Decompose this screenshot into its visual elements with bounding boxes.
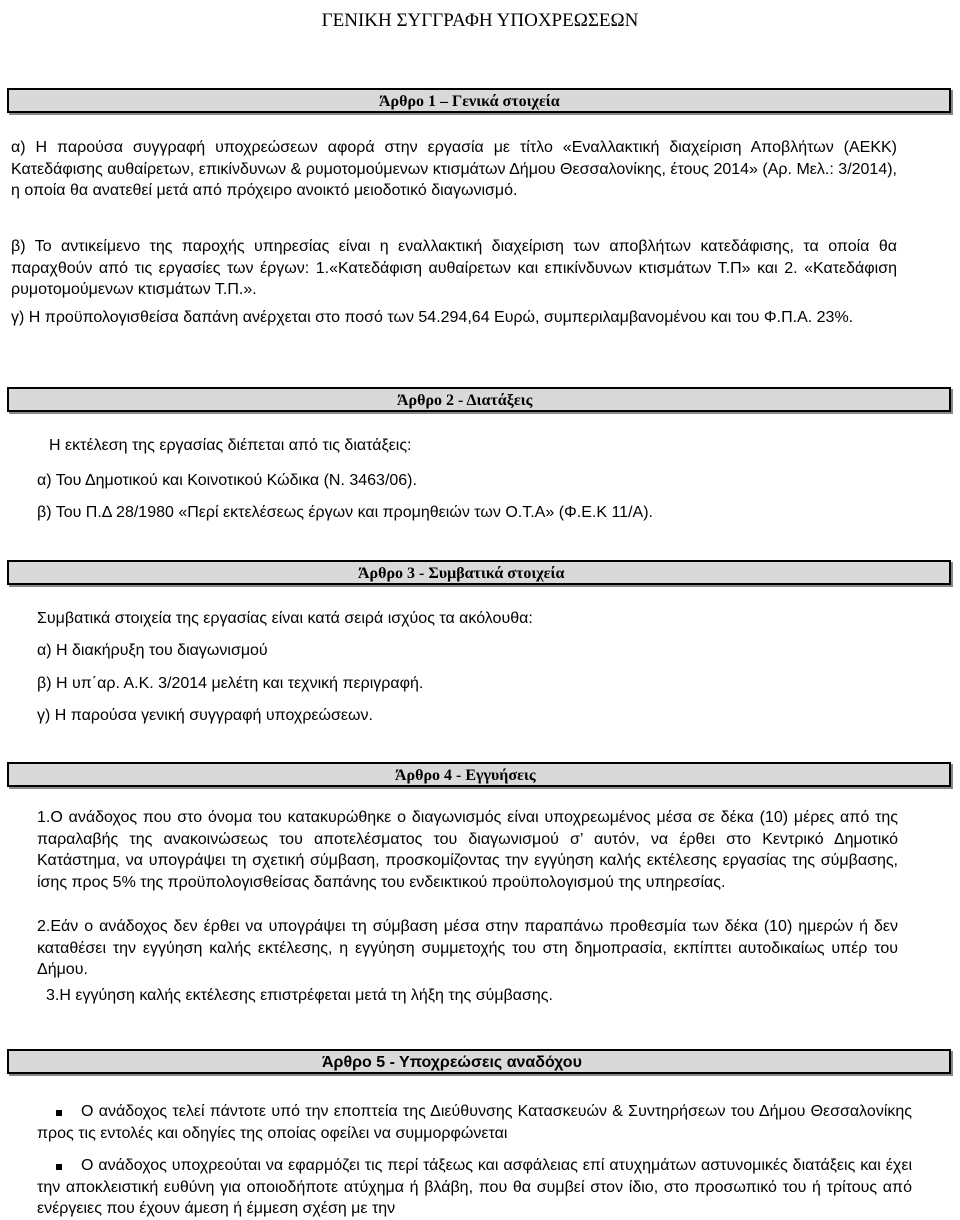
article-4-heading-box [7,762,951,787]
article-5-bullet-2 [37,1155,912,1220]
article-1-item-c: γ) Η προϋπολογισθείσα δαπάνη ανέρχεται στο ποσό των 54.294,64 Ευρώ, συμπεριλαμβανομένου και του Φ.Π.Α. 23%. [11,309,854,326]
document-title: ΓΕΝΙΚΗ ΣΥΓΓΡΑΦΗ ΥΠΟΧΡΕΩΣΕΩΝ [321,10,639,31]
article-5-bullet-1 [37,1101,912,1144]
article-2-heading-box [7,387,951,412]
article-3-item-b: β) Η υπ΄αρ. Α.Κ. 3/2014 μελέτη και τεχνική περιγραφή. [37,675,424,692]
article-3-intro: Συμβατικά στοιχεία της εργασίας είναι κατά σειρά ισχύος τα ακόλουθα: [37,610,533,627]
article-3-heading: Άρθρο 3 - Συμβατικά στοιχεία [358,565,565,582]
article-4-paragraph-1: 1.Ο ανάδοχος που στο όνομα του κατακυρώθηκε ο διαγωνισμός είναι υποχρεωμένος μέσα σε δέκα (10) μέρες από της παραλαβής της ανακοινώσεως του αποτελέσματος του διαγωνισμού σ’ αυτόν, να έρθει στο Κεντρικό Δημοτικό Κατάστημα, να υπογράψει τη σχετική σύμβαση, προσκομίζοντας την εγγύηση καλής εκτέλεσης εργασίας της σύμβασης, ίσης προς 5% της προϋπολογισθείσας δαπάνης του ενδεικτικού προϋπολογισμού της υπηρεσίας. [37,809,898,891]
article-4-paragraph-2: 2.Εάν ο ανάδοχος δεν έρθει να υπογράψει τη σύμβαση μέσα στην παραπάνω προθεσμία των δέκα (10) ημερών ή δεν καταθέσει την εγγύηση καλής εκτέλεσης, η εγγύηση συμμετοχής του στη δημοπρασία, εκπίπτει αυτοδικαίως υπέρ του Δήμου. [37,918,898,978]
article-5-heading-box [7,1049,951,1074]
article-2-item-b: β) Του Π.Δ 28/1980 «Περί εκτελέσεως έργων και προμηθειών των Ο.Τ.Α» (Φ.Ε.Κ 11/Α). [37,504,653,521]
article-3-item-a: α) Η διακήρυξη του διαγωνισμού [37,642,268,659]
article-3-heading-box [7,560,951,585]
article-1-heading: Άρθρο 1 – Γενικά στοιχεία [379,93,560,110]
article-2-intro: Η εκτέλεση της εργασίας διέπεται από τις διατάξεις: [49,437,412,454]
article-5-heading: Άρθρο 5 - Υποχρεώσεις αναδόχου [322,1054,582,1071]
article-1-heading-box [7,88,951,113]
article-5-bullet-2-text: Ο ανάδοχος υποχρεούται να εφαρμόζει τις περί τάξεως και ασφάλειας επί ατυχημάτων αστυνομικές διατάξεις και έχει την αποκλειστική ευθύνη για οποιοδήποτε ατύχημα ή βλάβη, που θα συμβεί στον ίδιο, στο προσωπικό του ή τρίτους από ενέργειες που έχουν άμεση ή έμμεση σχέση με την [37,1157,912,1217]
article-1-item-b: β) Το αντικείμενο της παροχής υπηρεσίας είναι η εναλλακτική διαχείριση των αποβλήτων κατεδάφισης, τα οποία θα παραχθούν από τις εργασίες των έργων: 1.«Κατεδάφιση αυθαίρετων και επικίνδυνων κτισμάτων Τ.Π» και 2. «Κατεδάφιση ρυμοτομούμενων κτισμάτων Τ.Π.». [11,238,897,298]
article-2-item-a: α) Του Δημοτικού και Κοινοτικού Κώδικα (Ν. 3463/06). [37,472,417,489]
article-5-bullet-1-text: Ο ανάδοχος τελεί πάντοτε υπό την εποπτεία της Διεύθυνσης Κατασκευών & Συντηρήσεων του Δήμου Θεσσαλονίκης προς τις εντολές και οδηγίες της οποίας οφείλει να συμμορφώνεται [37,1103,912,1142]
article-1-item-a: α) Η παρούσα συγγραφή υποχρεώσεων αφορά στην εργασία με τίτλο «Εναλλακτική διαχείριση Αποβλήτων (ΑΕΚΚ) Κατεδάφισης αυθαίρετων, επικίνδυνων & ρυμοτομούμενων κτισμάτων Δήμου Θεσσαλονίκης, έτους 2014» (Αρ. Μελ.: 3/2014), η οποία θα ανατεθεί μετά από πρόχειρο ανοικτό μειοδοτικό διαγωνισμό. [11,139,897,199]
article-4-heading: Άρθρο 4 - Εγγυήσεις [395,767,536,784]
article-2-heading: Άρθρο 2 - Διατάξεις [397,392,533,409]
article-3-item-c: γ) Η παρούσα γενική συγγραφή υποχρεώσεων. [37,707,373,724]
article-4-paragraph-3: 3.Η εγγύηση καλής εκτέλεσης επιστρέφεται μετά τη λήξη της σύμβασης. [46,987,553,1004]
